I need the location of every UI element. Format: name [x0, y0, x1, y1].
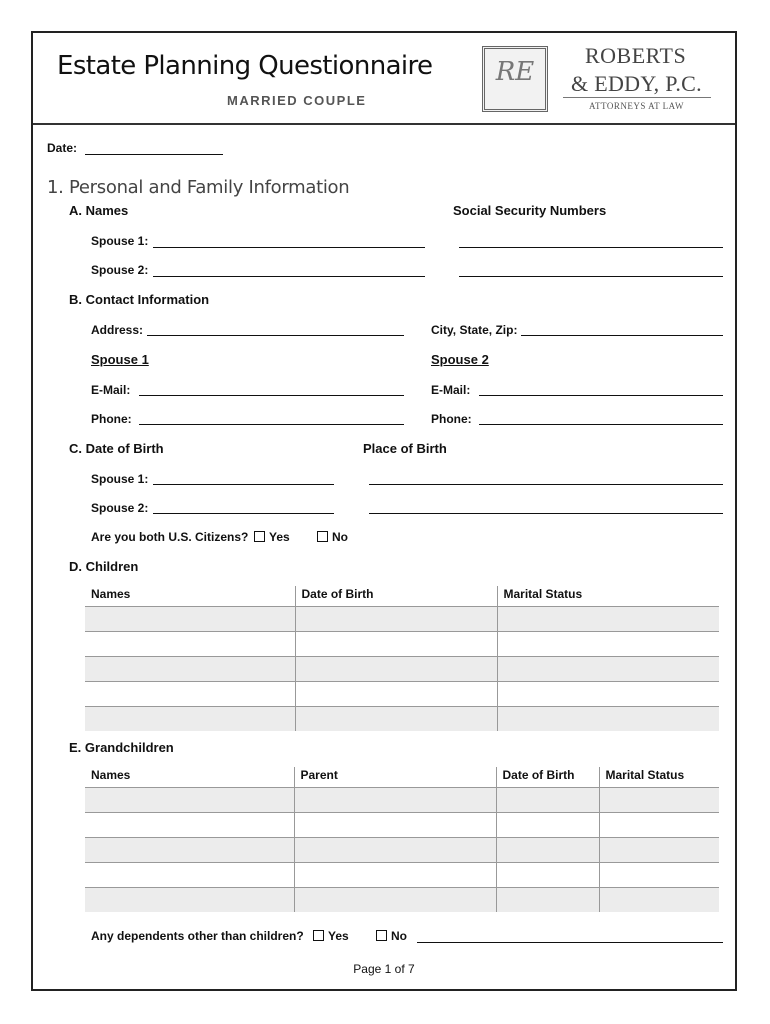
contact-spouse1-heading: Spouse 1 [91, 352, 149, 367]
table-cell[interactable] [496, 888, 599, 913]
table-row[interactable] [85, 632, 719, 657]
table-cell[interactable] [85, 682, 295, 707]
spouse2-email-label: E-Mail: [431, 383, 471, 397]
table-cell[interactable] [496, 813, 599, 838]
grandchildren-heading: E. Grandchildren [69, 740, 174, 755]
table-cell[interactable] [497, 682, 719, 707]
column-header: Marital Status [599, 767, 719, 788]
table-row[interactable] [85, 813, 719, 838]
table-cell[interactable] [599, 863, 719, 888]
page-title: Estate Planning Questionnaire [57, 51, 433, 81]
birth-spouse1-label: Spouse 1: [91, 472, 149, 486]
table-row[interactable] [85, 682, 719, 707]
page-subtitle: MARRIED COUPLE [227, 93, 367, 108]
column-header: Date of Birth [496, 767, 599, 788]
page-number: Page 1 of 7 [353, 962, 415, 976]
column-header: Names [91, 587, 131, 601]
spouse1-pob-field[interactable] [369, 484, 723, 485]
table-cell[interactable] [294, 813, 496, 838]
page-header [33, 33, 735, 125]
table-cell[interactable] [85, 607, 295, 632]
names-heading: A. Names [69, 203, 129, 218]
spouse2-name-field[interactable] [153, 276, 425, 277]
dependents-yes-label: Yes [328, 929, 349, 943]
dependents-details-field[interactable] [417, 942, 723, 943]
contact-spouse2-heading: Spouse 2 [431, 352, 489, 367]
table-row[interactable] [85, 888, 719, 913]
table-cell[interactable] [599, 788, 719, 813]
citizens-yes-label: Yes [269, 530, 290, 544]
table-row[interactable] [85, 707, 719, 732]
contact-heading: B. Contact Information [69, 292, 210, 307]
citizens-no-option[interactable] [317, 530, 348, 544]
table-row[interactable] [85, 863, 719, 888]
table-cell[interactable] [85, 707, 295, 732]
names-spouse2-label: Spouse 2: [91, 263, 149, 277]
table-cell[interactable] [294, 788, 496, 813]
logo-monogram: RE [495, 57, 535, 87]
table-header-row [85, 767, 719, 788]
firm-name-line1: ROBERTS [585, 43, 687, 68]
table-cell[interactable] [295, 607, 497, 632]
table-cell[interactable] [497, 632, 719, 657]
date-of-birth-heading: C. Date of Birth [69, 441, 164, 456]
city-state-zip-label: City, State, Zip: [431, 323, 518, 337]
spouse2-phone-field[interactable] [479, 424, 723, 425]
checkbox-icon[interactable] [313, 930, 324, 941]
spouse1-email-label: E-Mail: [91, 383, 131, 397]
column-header: Date of Birth [295, 586, 497, 607]
table-cell[interactable] [294, 888, 496, 913]
spouse1-phone-field[interactable] [139, 424, 404, 425]
column-header: Names [91, 768, 131, 782]
address-field[interactable] [147, 335, 404, 336]
firm-logo [482, 46, 548, 112]
dependents-no-option[interactable] [376, 929, 407, 943]
children-heading: D. Children [69, 559, 139, 574]
column-header: Parent [294, 767, 496, 788]
spouse1-email-field[interactable] [139, 395, 404, 396]
citizens-question: Are you both U.S. Citizens? [91, 530, 249, 544]
spouse1-name-field[interactable] [153, 247, 425, 248]
table-cell[interactable] [295, 682, 497, 707]
table-cell[interactable] [295, 707, 497, 732]
table-cell[interactable] [85, 813, 294, 838]
birth-spouse2-label: Spouse 2: [91, 501, 149, 515]
spouse2-ssn-field[interactable] [459, 276, 723, 277]
table-cell[interactable] [85, 788, 294, 813]
table-cell[interactable] [85, 838, 294, 863]
table-row[interactable] [85, 657, 719, 682]
table-row[interactable] [85, 788, 719, 813]
table-cell[interactable] [599, 888, 719, 913]
table-cell[interactable] [599, 838, 719, 863]
checkbox-icon[interactable] [254, 531, 265, 542]
dependents-yes-option[interactable] [313, 929, 349, 943]
address-label: Address: [91, 323, 144, 337]
citizens-yes-option[interactable] [254, 530, 290, 544]
column-header: Marital Status [497, 586, 719, 607]
spouse2-pob-field[interactable] [369, 513, 723, 514]
table-cell[interactable] [294, 863, 496, 888]
dependents-question: Any dependents other than children? [91, 929, 304, 943]
table-cell[interactable] [295, 632, 497, 657]
table-cell[interactable] [497, 657, 719, 682]
place-of-birth-heading: Place of Birth [363, 441, 447, 456]
spouse1-phone-label: Phone: [91, 412, 132, 426]
table-cell[interactable] [497, 707, 719, 732]
table-cell[interactable] [497, 607, 719, 632]
table-row[interactable] [85, 607, 719, 632]
spouse2-phone-label: Phone: [431, 412, 472, 426]
spouse1-ssn-field[interactable] [459, 247, 723, 248]
names-spouse1-label: Spouse 1: [91, 234, 149, 248]
table-cell[interactable] [85, 863, 294, 888]
table-cell[interactable] [85, 657, 295, 682]
table-cell[interactable] [496, 838, 599, 863]
date-field[interactable] [85, 154, 223, 155]
firm-name-line2: & EDDY, P.C. [571, 71, 702, 96]
city-state-zip-field[interactable] [521, 335, 723, 336]
dependents-no-label: No [391, 929, 407, 943]
ssn-heading: Social Security Numbers [453, 203, 607, 218]
table-cell[interactable] [599, 813, 719, 838]
section-title: 1. Personal and Family Information [47, 177, 350, 198]
table-cell[interactable] [496, 788, 599, 813]
grandchildren-table [85, 767, 719, 912]
spouse2-dob-field[interactable] [153, 513, 334, 514]
table-cell[interactable] [85, 632, 295, 657]
spouse1-dob-field[interactable] [153, 484, 334, 485]
table-cell[interactable] [85, 888, 294, 913]
table-header-row [85, 586, 719, 607]
table-cell[interactable] [294, 838, 496, 863]
citizens-no-label: No [332, 530, 348, 544]
firm-divider [563, 97, 711, 98]
firm-tagline: ATTORNEYS AT LAW [589, 101, 684, 111]
date-label: Date: [47, 141, 78, 155]
questionnaire-page [31, 31, 737, 991]
table-cell[interactable] [295, 657, 497, 682]
table-row[interactable] [85, 838, 719, 863]
checkbox-icon[interactable] [317, 531, 328, 542]
table-cell[interactable] [496, 863, 599, 888]
checkbox-icon[interactable] [376, 930, 387, 941]
children-table [85, 586, 719, 731]
spouse2-email-field[interactable] [479, 395, 723, 396]
